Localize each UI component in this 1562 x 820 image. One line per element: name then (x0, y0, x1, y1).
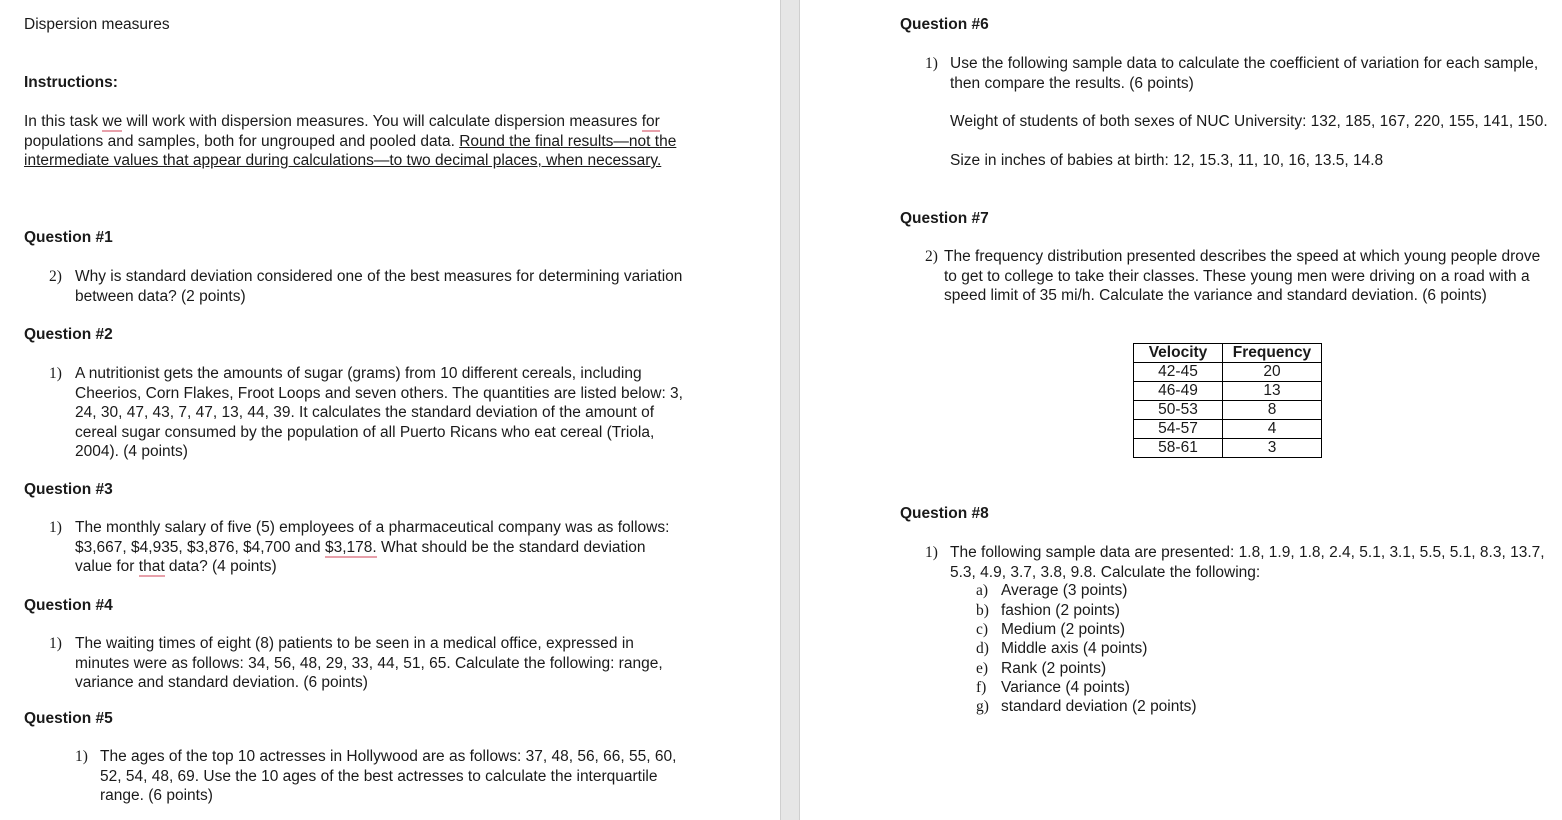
question-7-number: 2) (925, 248, 938, 265)
table-cell-velocity: 58-61 (1134, 439, 1223, 458)
table-cell-frequency: 3 (1223, 439, 1322, 458)
question-6-sample-1: Weight of students of both sexes of NUC University: 132, 185, 167, 220, 155, 141, 150. (950, 113, 1548, 130)
question-6-text: Use the following sample data to calculate the coefficient of variation for each sample, then compare the results. (6 points) (950, 55, 1539, 92)
question-8-heading: Question #8 (900, 505, 989, 522)
spelling-squiggle[interactable]: that (138, 558, 165, 575)
table-cell-velocity: 50-53 (1134, 401, 1223, 420)
instructions-text: In this task (24, 113, 103, 130)
left-page (0, 0, 780, 820)
sub-item-text: Variance (4 points) (1001, 679, 1130, 696)
question-7-text: The frequency distribution presented describes the speed at which young people drove to get to college to take their classes. These young men were driving on a road with a speed limit of 35 mi/h. Calculate the variance and standard deviation. (6 points) (944, 248, 1541, 304)
question-5-text: The ages of the top 10 actresses in Hollywood are as follows: 37, 48, 56, 66, 55, 60, 52, 54, 48, 69. Use the 10 ages of the best actresses to calculate the interquartile range. (6 points) (100, 748, 677, 804)
question-3-number: 1) (49, 519, 62, 536)
sub-item-letter: c) (976, 621, 989, 638)
table-row (1134, 420, 1322, 439)
table-cell-frequency: 13 (1223, 382, 1322, 401)
table-row (1134, 363, 1322, 382)
spelling-squiggle[interactable]: we (102, 113, 123, 130)
table-cell-velocity: 42-45 (1134, 363, 1223, 382)
instructions-heading: Instructions: (24, 74, 118, 91)
frequency-table (1133, 343, 1322, 458)
question-2-text: A nutritionist gets the amounts of sugar (grams) from 10 different cereals, including Cheerios, Corn Flakes, Froot Loops and seven others. The quantities are listed below: 3, 24, 30, 47, 43, 7, 47, 13, 44, 39. It calculates the standard deviation of the amount of cereal sugar consumed by the population of all Puerto Ricans who eat cereal (Triola, 2004). (4 points) (75, 365, 683, 460)
spelling-squiggle[interactable]: for (641, 113, 660, 130)
instructions-text: populations and samples, both for ungrouped and pooled data. (24, 132, 460, 150)
question-4-text: The waiting times of eight (8) patients to be seen in a medical office, expressed in minutes were as follows: 34, 56, 48, 29, 33, 44, 51, 65. Calculate the following: range, variance and standard deviation. (6 points) (75, 635, 663, 691)
document-title: Dispersion measures (24, 16, 170, 33)
sub-item-letter: d) (976, 640, 989, 657)
question-2-number: 1) (49, 365, 62, 382)
table-row (1134, 401, 1322, 420)
question-6-number: 1) (925, 55, 938, 72)
question-7-heading: Question #7 (900, 210, 989, 227)
table-cell-frequency: 4 (1223, 420, 1322, 439)
question-8-number: 1) (925, 544, 938, 561)
question-3-text (75, 518, 675, 577)
question-6-heading: Question #6 (900, 16, 989, 33)
instructions-underlined-text: Round the final results—not the intermediate values that appear during calculations—to two decimal places, when necessary. (24, 132, 677, 169)
question-1-number: 2) (49, 268, 62, 285)
table-header-velocity: Velocity (1134, 344, 1223, 363)
sub-item-text: fashion (2 points) (1001, 602, 1120, 619)
question-3-text-part: What should be the standard deviation value for (75, 538, 646, 575)
question-8-text: The following sample data are presented: 1.8, 1.9, 1.8, 2.4, 5.1, 3.1, 5.5, 5.1, 8.3, 13.7, 5.3, 4.9, 3.7, 3.8, 9.8. Calculate the following: (950, 544, 1545, 581)
instructions-text: will work with dispersion measures. You will calculate dispersion measures (122, 113, 642, 130)
sub-item-text: Middle axis (4 points) (1001, 640, 1148, 657)
question-5-number: 1) (75, 748, 88, 765)
question-1-heading: Question #1 (24, 229, 113, 246)
table-cell-frequency: 20 (1223, 363, 1322, 382)
question-5-heading: Question #5 (24, 710, 113, 727)
sub-item-text: standard deviation (2 points) (1001, 698, 1197, 715)
question-4-number: 1) (49, 635, 62, 652)
table-cell-frequency: 8 (1223, 401, 1322, 420)
question-3-heading: Question #3 (24, 481, 113, 498)
table-cell-velocity: 46-49 (1134, 382, 1223, 401)
question-6-sample-2: Size in inches of babies at birth: 12, 15.3, 11, 10, 16, 13.5, 14.8 (950, 152, 1384, 169)
sub-item-text: Medium (2 points) (1001, 621, 1126, 638)
sub-item-text: Average (3 points) (1001, 582, 1128, 599)
sub-item-letter: f) (976, 679, 987, 696)
table-cell-velocity: 54-57 (1134, 420, 1223, 439)
right-page (800, 0, 1562, 820)
table-row (1134, 439, 1322, 458)
question-3-text-part: data? (4 points) (164, 558, 277, 575)
frequency-table-header-row (1134, 344, 1322, 363)
sub-item-letter: g) (976, 698, 989, 715)
question-1-text: Why is standard deviation considered one of the best measures for determining variation between data? (2 points) (75, 268, 683, 305)
question-3-text-part: The monthly salary of five (5) employees of a pharmaceutical company was as follows: $3,667, $4,935, $3,876, $4,700 and (75, 519, 670, 556)
question-4-heading: Question #4 (24, 597, 113, 614)
table-row (1134, 382, 1322, 401)
table-header-frequency: Frequency (1223, 344, 1322, 363)
question-2-heading: Question #2 (24, 326, 113, 343)
sub-item-letter: b) (976, 602, 989, 619)
instructions-paragraph (24, 112, 684, 171)
page-gutter (780, 0, 800, 820)
spelling-squiggle[interactable]: $3,178. (324, 538, 377, 556)
sub-item-text: Rank (2 points) (1001, 660, 1107, 677)
sub-item-letter: a) (976, 582, 989, 599)
sub-item-letter: e) (976, 660, 989, 677)
